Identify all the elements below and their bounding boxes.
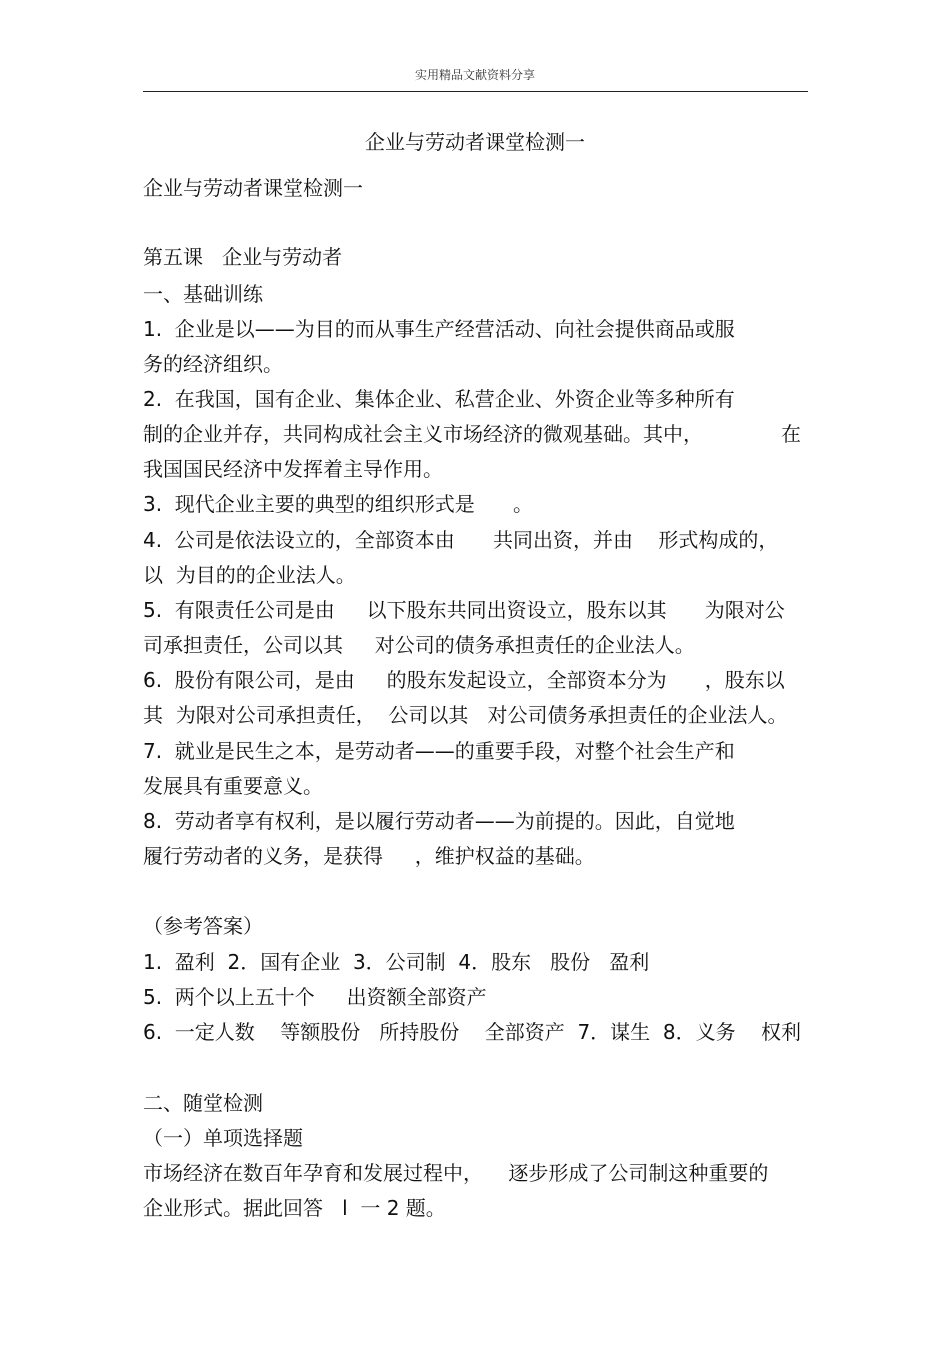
question-5-line-1: 5. 有限责任公司是由 以下股东共同出资设立，股东以其 为限对公	[143, 598, 785, 622]
question-8-line-2: 履行劳动者的义务，是获得 ，维护权益的基础。	[143, 844, 595, 868]
question-intro-line-2: 企业形式。据此回答 l 一 2 题。	[143, 1196, 446, 1220]
question-7-line-1: 7. 就业是民生之本，是劳动者——的重要手段，对整个社会生产和	[143, 739, 735, 763]
question-intro-line-1: 市场经济在数百年孕育和发展过程中， 逐步形成了公司制这种重要的	[143, 1161, 769, 1185]
question-3: 3. 现代企业主要的典型的组织形式是 。	[143, 492, 533, 516]
subsection-heading-single-choice: （一）单项选择题	[143, 1126, 303, 1150]
question-1-line-2: 务的经济组织。	[143, 352, 283, 376]
answers-line-3: 6. 一定人数 等额股份 所持股份 全部资产 7．谋生 8．义务 权利	[143, 1020, 802, 1044]
answers-line-1: 1. 盈利 2．国有企业 3．公司制 4．股东 股份 盈利	[143, 950, 650, 974]
answers-line-2: 5. 两个以上五十个 出资额全部资产	[143, 985, 487, 1009]
section-heading-class-test: 二、随堂检测	[143, 1091, 263, 1115]
lesson-heading: 第五课 企业与劳动者	[143, 245, 343, 269]
question-5-line-2: 司承担责任，公司以其 对公司的债务承担责任的企业法人。	[143, 633, 695, 657]
document-title: 企业与劳动者课堂检测一	[365, 130, 585, 154]
answers-heading: （参考答案）	[143, 914, 263, 938]
document-subtitle: 企业与劳动者课堂检测一	[143, 176, 363, 200]
question-1-line-1: 1. 企业是以——为目的而从事生产经营活动、向社会提供商品或服	[143, 317, 735, 341]
section-heading-basic-training: 一、基础训练	[143, 282, 263, 306]
question-2-line-2: 制的企业并存，共同构成社会主义市场经济的微观基础。其中，	[143, 422, 703, 446]
page-header: 实用精品文献资料分享	[414, 68, 535, 82]
question-6-line-1: 6. 股份有限公司，是由 的股东发起设立，全部资本分为 ，股东以	[143, 668, 785, 692]
question-8-line-1: 8. 劳动者享有权利，是以履行劳动者——为前提的。因此，自觉地	[143, 809, 735, 833]
question-2-line-1: 2. 在我国，国有企业、集体企业、私营企业、外资企业等多种所有	[143, 387, 735, 411]
question-7-line-2: 发展具有重要意义。	[143, 774, 323, 798]
question-4-line-1: 4. 公司是依法设立的，全部资本由 共同出资，并由 形式构成的，	[143, 528, 779, 552]
question-2-line-2-tail: 在	[781, 422, 801, 446]
question-6-line-2: 其 为限对公司承担责任， 公司以其 对公司债务承担责任的企业法人。	[143, 703, 788, 727]
question-2-line-3: 我国国民经济中发挥着主导作用。	[143, 457, 443, 481]
header-divider	[143, 91, 808, 92]
question-4-line-2: 以 为目的的企业法人。	[143, 563, 356, 587]
